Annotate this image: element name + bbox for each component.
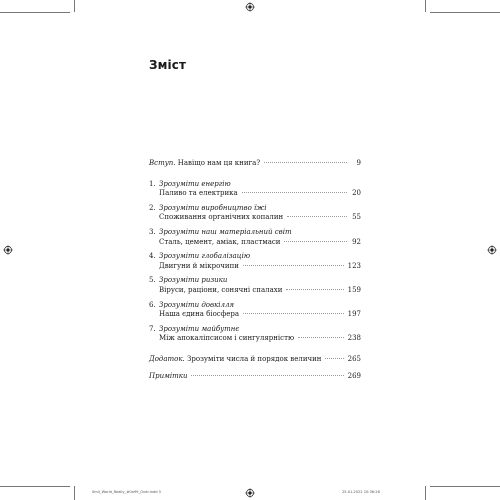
crop-mark	[0, 486, 70, 487]
crop-mark	[74, 0, 75, 12]
toc-chapter	[149, 228, 361, 247]
page-number: 55	[352, 213, 361, 222]
chapter-subtitle: Паливо та електрика	[159, 189, 238, 198]
toc-entry-label: Додаток.	[149, 354, 185, 363]
page-number: 197	[347, 310, 361, 319]
dot-leader	[242, 192, 347, 193]
crop-mark	[425, 0, 426, 12]
chapter-subtitle: Віруси, раціони, сонячні спалахи	[159, 285, 283, 294]
toc-chapter	[149, 301, 361, 320]
toc-chapter	[149, 180, 361, 199]
chapter-label: Зрозуміти майбутнє	[159, 324, 240, 333]
chapter-label: Зрозуміти довкілля	[159, 300, 235, 309]
chapter-label: Зрозуміти енергію	[159, 179, 231, 188]
crop-mark	[0, 12, 70, 13]
toc-chapter	[149, 276, 361, 295]
toc-chapter	[149, 204, 361, 223]
crop-mark	[430, 486, 500, 487]
chapter-subtitle: Наша єдина біосфера	[159, 310, 240, 319]
crop-mark	[425, 486, 426, 500]
chapter-number: 6.	[149, 300, 156, 309]
chapter-number: 4.	[149, 252, 156, 261]
page-number: 92	[352, 237, 361, 246]
page-number: 123	[347, 261, 361, 270]
toc-entry-text: Зрозуміти числа й порядок величин	[187, 354, 322, 363]
page-number: 20	[352, 189, 361, 198]
registration-mark-icon	[487, 245, 497, 255]
toc-entry-label: Вступ.	[149, 159, 176, 167]
crop-mark	[430, 12, 500, 13]
toc-entry-text: Навіщо нам ця книга?	[177, 159, 261, 167]
chapter-subtitle: Між апокаліпсисом і сингулярністю	[159, 334, 295, 343]
toc-chapter	[149, 325, 361, 344]
chapter-subtitle: Двигуни й мікрочипи	[159, 261, 239, 270]
page-number: 238	[347, 334, 361, 343]
chapter-label: Зрозуміти наш матеріальний світ	[159, 227, 292, 236]
chapter-number: 7.	[149, 324, 156, 333]
page-title: Зміст	[149, 58, 187, 72]
dot-leader	[191, 375, 343, 376]
dot-leader	[243, 313, 344, 314]
table-of-contents	[149, 159, 361, 381]
toc-chapter	[149, 252, 361, 271]
registration-mark-icon	[245, 488, 255, 498]
dot-leader	[298, 337, 344, 338]
registration-mark-icon	[3, 245, 13, 255]
registration-mark-icon	[245, 2, 255, 12]
chapter-label: Зрозуміти глобалізацію	[159, 252, 250, 261]
page-number: 9	[356, 159, 361, 167]
chapter-subtitle: Споживання органічних копалин	[159, 213, 284, 222]
print-slug-left: Smil_World_Really_#0a99_Ovdr.indd 5	[92, 490, 162, 494]
chapter-number: 3.	[149, 227, 156, 236]
print-slug-right: 25.01.2022 10:36:26	[342, 490, 380, 494]
page-number: 159	[347, 285, 361, 294]
toc-entry-appendix	[149, 355, 361, 365]
dot-leader	[287, 216, 347, 217]
chapter-subtitle: Сталь, цемент, аміак, пластмаси	[159, 237, 281, 246]
chapter-number: 2.	[149, 203, 156, 212]
toc-entry-notes	[149, 372, 361, 382]
chapter-label: Зрозуміти виробництво їжі	[159, 203, 267, 212]
toc-entry-intro	[149, 159, 361, 169]
dot-leader	[243, 265, 344, 266]
chapter-number: 1.	[149, 179, 156, 188]
dot-leader	[284, 241, 347, 242]
chapter-number: 5.	[149, 276, 156, 285]
dot-leader	[325, 358, 343, 359]
dot-leader	[264, 162, 347, 163]
page-number: 265	[347, 354, 361, 363]
chapter-label: Зрозуміти ризики	[159, 276, 228, 285]
crop-mark	[74, 486, 75, 500]
toc-entry-label: Примітки	[149, 371, 188, 380]
dot-leader	[286, 289, 343, 290]
page-number: 269	[347, 371, 361, 380]
